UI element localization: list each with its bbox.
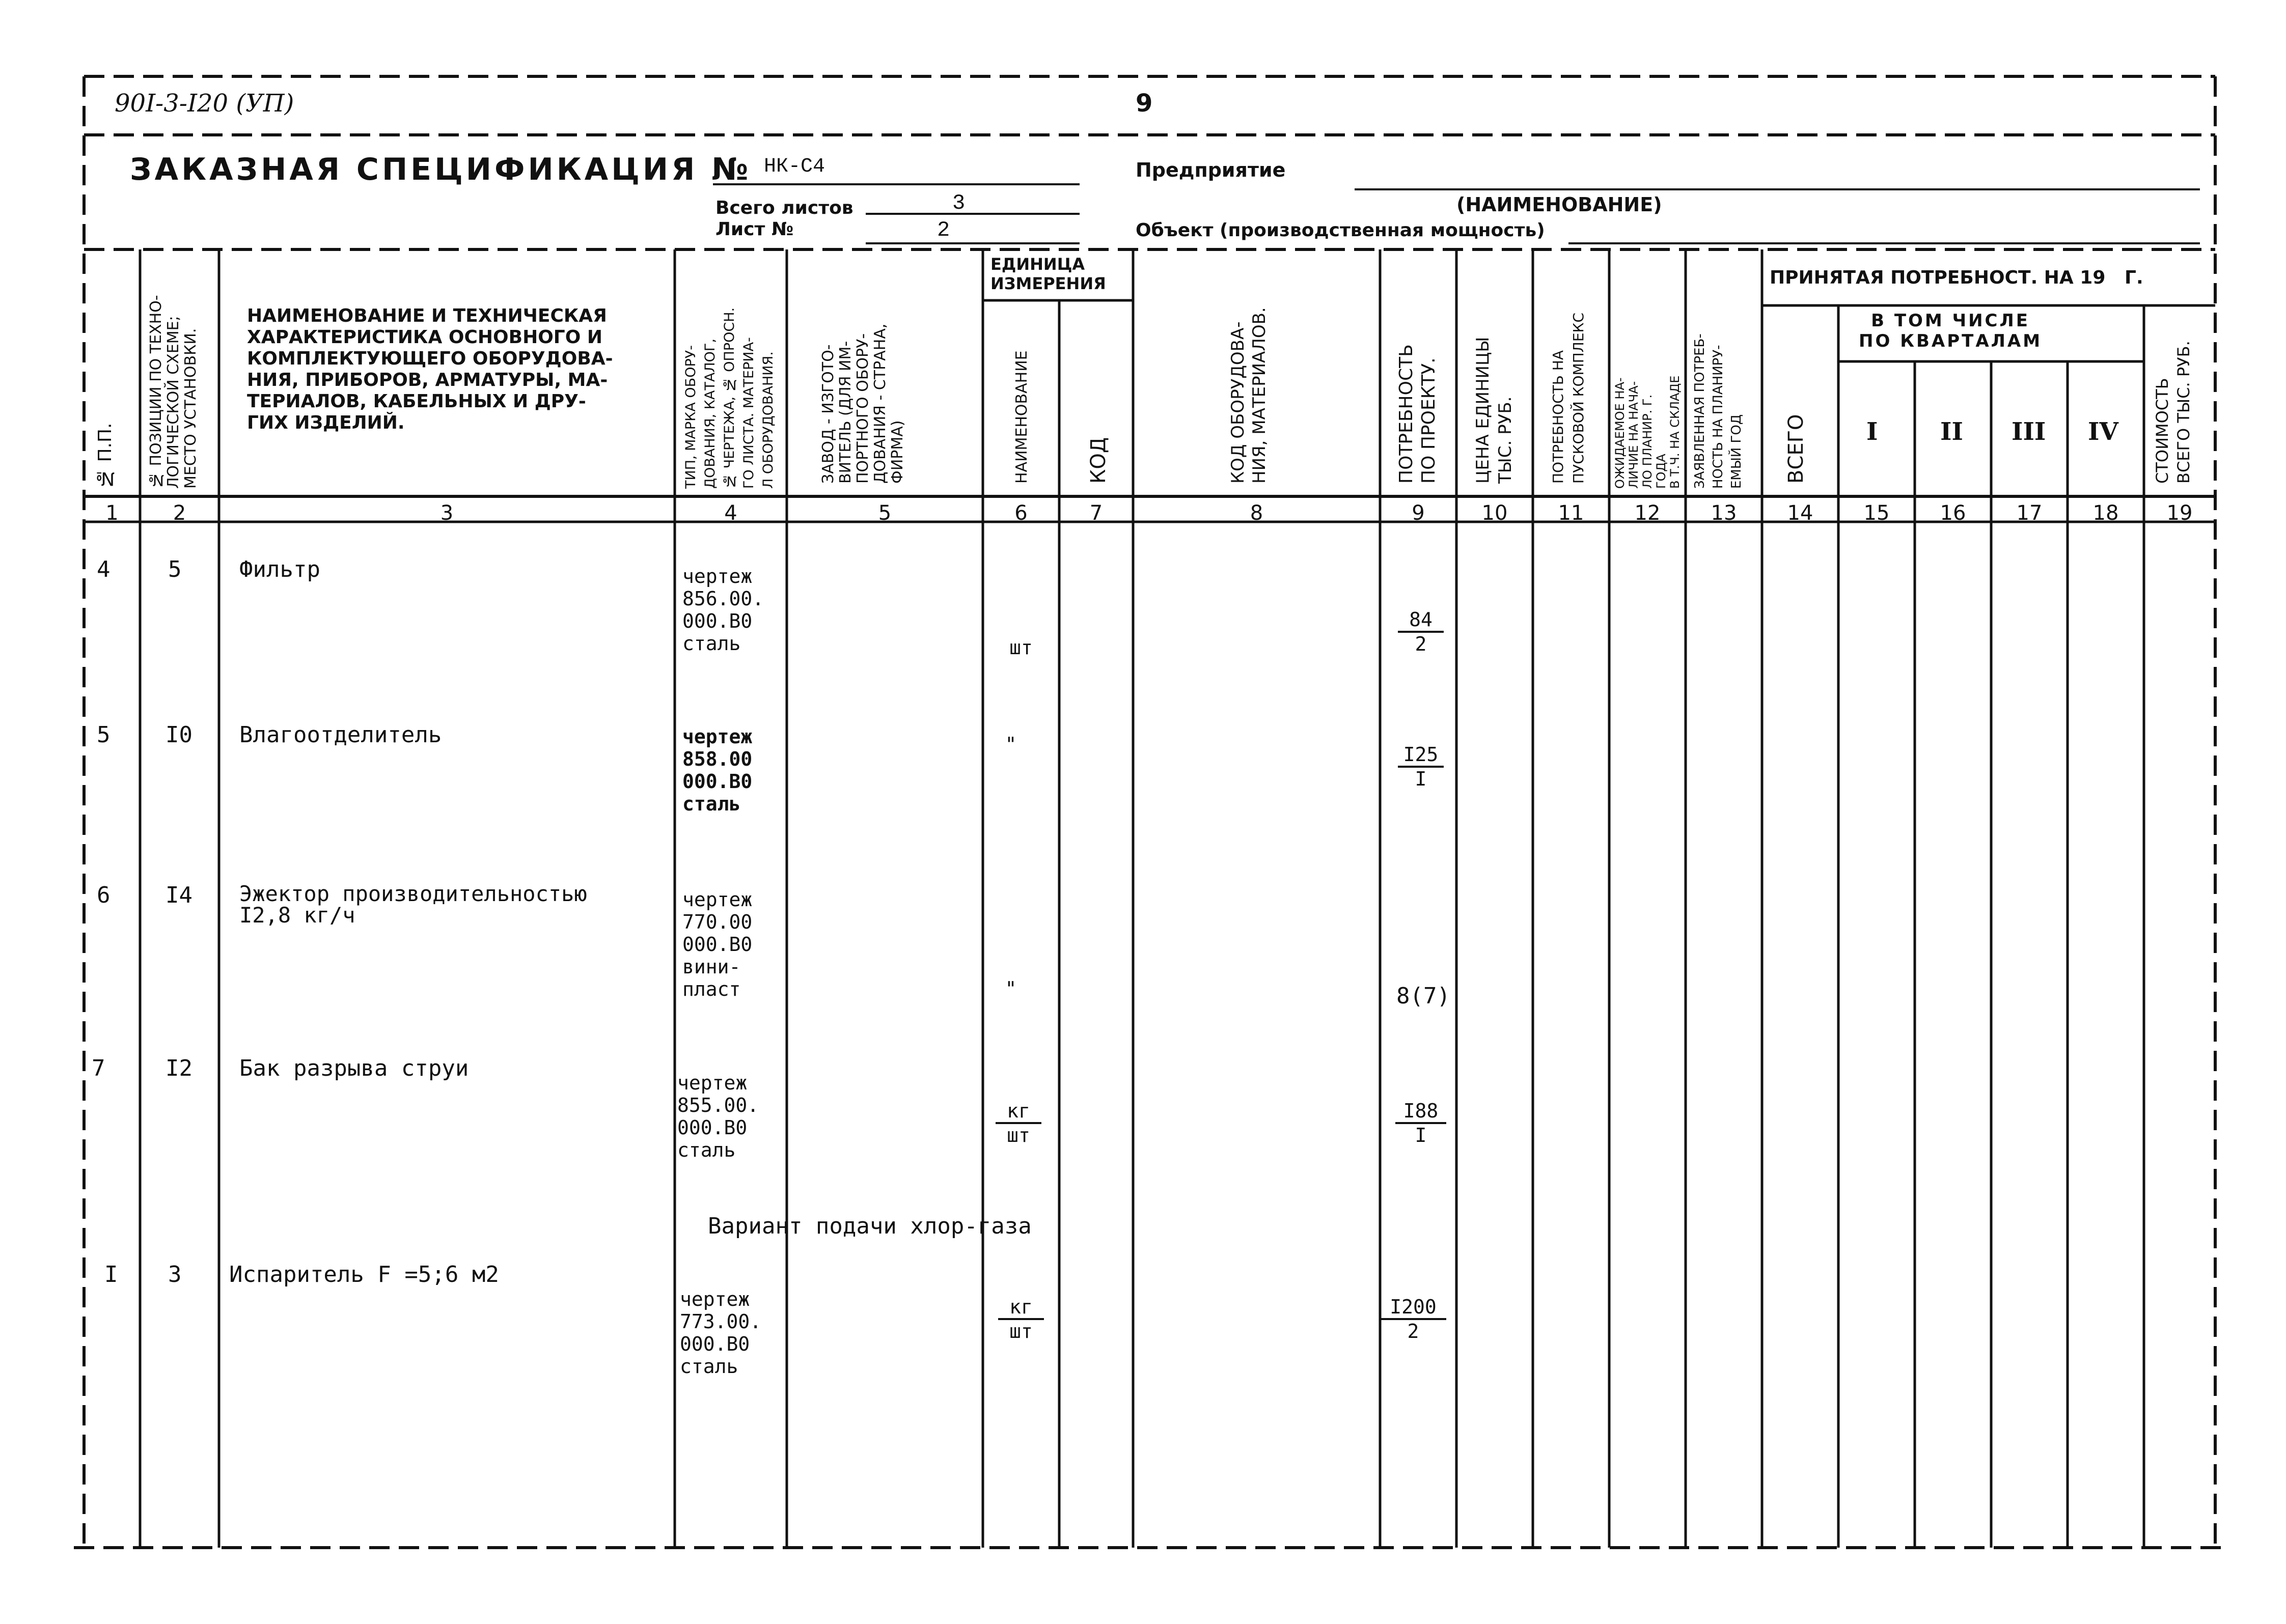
row-name: Влагоотделитель [239,722,442,748]
row-name: Испаритель F =5;6 м2 [229,1262,499,1287]
page-number: 9 [1136,89,1153,118]
col-number: 12 [1634,501,1661,525]
col-header-quarters-group: В ТОМ ЧИСЛЕ ПО КВАРТАЛАМ [1859,311,2043,351]
col-number: 15 [1863,501,1890,525]
row-qty-den: 2 [1415,633,1427,655]
sheet-number: 2 [937,218,950,242]
row-qty-den: I [1415,1124,1427,1146]
row-unit [990,636,1052,659]
row-position: 5 [168,556,182,582]
col-header-5: ЗАВОД - ИЗГОТО- ВИТЕЛЬ (ДЛЯ ИМ- ПОРТНОГО ОБОРУ- ДОВАНИЯ - СТРАНА, ФИРМА) [819,323,906,484]
col-number: 18 [2092,501,2119,525]
col-header-17: III [2012,417,2046,446]
row-unit-num: " [1005,977,1017,1000]
row-unit-num: шт [1009,636,1033,659]
col-header-10: ЦЕНА ЕДИНИЦЫ ТЫС. РУБ. [1473,337,1516,484]
col-number: 8 [1250,501,1263,525]
page-title: ЗАКАЗНАЯ СПЕЦИФИКАЦИЯ № [130,152,752,187]
row-spec: чертеж 858.00 000.В0 сталь [682,725,753,815]
row-position: 3 [168,1262,182,1287]
col-header-1: № П.П. [95,423,116,489]
col-header-12: ОЖИДАЕМОЕ НА- ЛИЧИЕ НА НАЧА- ЛО ПЛАНИР. Г. ГОДА В Т.Ч. НА СКЛАДЕ [1613,375,1682,489]
row-number: 7 [92,1055,105,1081]
col-header-unit-group: ЕДИНИЦА ИЗМЕРЕНИЯ [990,255,1106,293]
row-spec: чертеж 855.00. 000.В0 сталь [677,1072,759,1161]
row-qty-num: 8(7) [1396,983,1450,1009]
spec-number: НК-С4 [764,155,825,178]
col-header-11: ПОТРЕБНОСТЬ НА ПУСКОВОЙ КОМПЛЕКС [1550,313,1587,484]
col-number: 5 [878,501,892,525]
sheets-total: 3 [952,191,966,215]
row-unit-num: кг [996,1100,1041,1124]
row-unit [998,1296,1044,1342]
enterprise-caption: (НАИМЕНОВАНИЕ) [1456,193,1662,216]
row-qty-num: 84 [1398,608,1444,633]
row-qty-num: I88 [1395,1100,1446,1124]
row-name: Эжектор производительностью I2,8 кг/ч [239,881,587,928]
row-qty [1395,1100,1446,1146]
enterprise-label: Предприятие [1136,159,1286,181]
col-header-18: IV [2088,417,2118,446]
row-qty-den: I [1415,768,1427,790]
row-spec: чертеж 856.00. 000.В0 сталь [682,565,764,655]
document-code: 90I-3-I20 (УП) [115,89,294,118]
col-header-15: I [1866,417,1878,446]
row-position: I4 [166,882,192,908]
col-number: 19 [2166,501,2193,525]
row-spec: чертеж 770.00 000.В0 вини- пласт [682,888,753,1000]
col-number: 4 [724,501,737,525]
col-number: 17 [2016,501,2043,525]
variant-note: Вариант подачи хлор-газа [708,1213,1032,1239]
col-header-8: КОД ОБОРУДОВА- НИЯ, МАТЕРИАЛОВ. [1228,307,1270,484]
sheet-label: Лист № [715,219,794,240]
col-header-16: II [1940,417,1963,446]
col-header-6: НАИМЕНОВАНИЕ [1013,350,1031,484]
row-name: Фильтр [239,556,320,582]
col-number: 13 [1711,501,1737,525]
col-header-13: ЗАЯВЛЕННАЯ ПОТРЕБ- НОСТЬ НА ПЛАНИРУ- ЕМЫЙ ГОД [1692,333,1744,489]
col-header-9: ПОТРЕБНОСТЬ ПО ПРОЕКТУ. [1396,344,1439,484]
col-header-7: КОД [1087,437,1110,484]
row-name: Бак разрыва струи [239,1055,469,1081]
row-qty-num: I25 [1398,743,1444,768]
col-header-2: № ПОЗИЦИИ ПО ТЕХНО- ЛОГИЧЕСКОЙ СХЕМЕ; МЕСТО УСТАНОВКИ. [147,295,200,489]
col-number: 14 [1787,501,1813,525]
row-qty [1398,743,1444,790]
row-qty [1380,1296,1446,1342]
col-number: 10 [1481,501,1508,525]
row-unit [990,733,1031,755]
sheets-label: Всего листов [715,198,853,218]
row-unit-num: " [1005,733,1017,755]
col-number: 16 [1940,501,1966,525]
row-spec: чертеж 773.00. 000.В0 сталь [680,1288,762,1378]
row-unit [996,1100,1041,1146]
col-number: 11 [1558,501,1584,525]
col-header-4: ТИП, МАРКА ОБОРУ- ДОВАНИЯ, КАТАЛОГ, № ЧЕРТЕЖА, № ОПРОСН. ГО ЛИСТА. МАТЕРИА- Л ОБОРУДОВАНИЯ. [683,307,776,489]
row-qty-den: 2 [1407,1320,1419,1342]
col-number: 2 [173,501,186,525]
col-number: 9 [1412,501,1425,525]
col-header-3: НАИМЕНОВАНИЕ И ТЕХНИЧЕСКАЯ ХАРАКТЕРИСТИКА ОСНОВНОГО И КОМПЛЕКТУЮЩЕГО ОБОРУДОВА- НИЯ, ПРИБОРОВ, АРМАТУРЫ, МА- ТЕРИАЛОВ, КАБЕЛЬНЫХ И ДРУ- ГИХ ИЗДЕЛИЙ. [247,305,613,433]
row-position: I2 [166,1055,192,1081]
col-header-accepted-group: ПРИНЯТАЯ ПОТРЕБНОСТ. НА 19 Г. [1770,267,2143,288]
row-unit-den: шт [1009,1320,1033,1342]
col-header-19: СТОИМОСТЬ ВСЕГО ТЫС. РУБ. [2153,341,2193,484]
col-number: 3 [440,501,454,525]
row-qty [1398,608,1444,655]
row-qty [1393,985,1454,1007]
row-unit [990,977,1031,1000]
row-unit-den: шт [1007,1124,1030,1146]
row-number: 5 [97,722,111,748]
row-number: 4 [97,556,111,582]
row-unit-num: кг [998,1296,1044,1320]
row-position: I0 [166,722,192,748]
col-number: 6 [1014,501,1028,525]
row-number: I [104,1262,118,1287]
row-number: 6 [97,882,111,908]
col-header-14: ВСЕГО [1784,414,1808,484]
row-qty-num: I200 [1380,1296,1446,1320]
col-number: 7 [1089,501,1103,525]
object-label: Объект (производственная мощность) [1136,220,1545,241]
col-number: 1 [105,501,119,525]
